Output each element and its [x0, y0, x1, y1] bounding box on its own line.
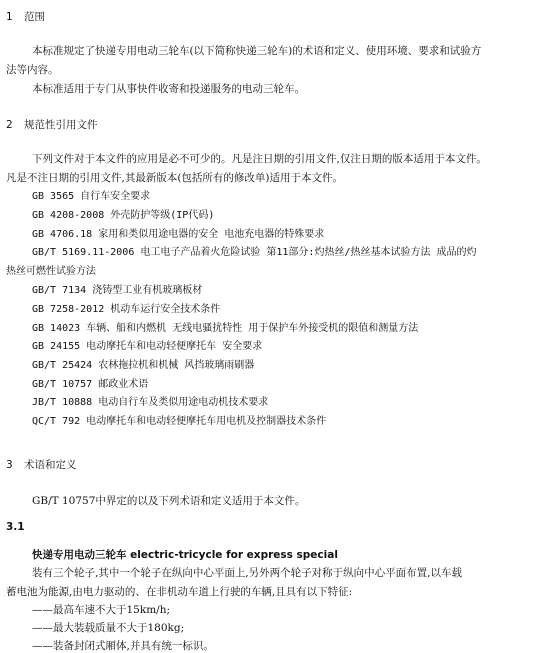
- reference-item: GB/T 5169.11-2006 电工电子产品着火危险试验 第11部分:灼热丝/热丝基本试验方法 成品的灼: [32, 247, 477, 258]
- reference-item: GB/T 10757 邮政业术语: [32, 379, 149, 390]
- feature-item: ——最大装载质量不大于180kg;: [32, 622, 185, 634]
- paragraph: 本标准适用于专门从事快件收寄和投递服务的电动三轮车。: [32, 83, 305, 95]
- reference-item: GB/T 25424 农林拖拉机和机械 风挡玻璃雨刷器: [32, 360, 255, 371]
- paragraph: GB/T 10757中界定的以及下列术语和定义适用于本文件。: [32, 495, 306, 507]
- definition: 装有三个轮子,其中一个轮子在纵向中心平面上,另外两个轮子对称于纵向中心平面布置,以车载: [32, 567, 463, 579]
- term-title: 快递专用电动三轮车 electric-tricycle for express special: [32, 549, 338, 561]
- section-number: 2: [6, 119, 13, 131]
- reference-item: GB 14023 车辆、船和内燃机 无线电骚扰特性 用于保护车外接受机的限值和测量方法: [32, 323, 419, 334]
- reference-item: GB 7258-2012 机动车运行安全技术条件: [32, 304, 221, 315]
- paragraph: 下列文件对于本文件的应用是必不可少的。凡是注日期的引用文件,仅注日期的版本适用于本文件。: [32, 153, 487, 165]
- section-3-heading: [6, 458, 77, 472]
- reference-item: QC/T 792 电动摩托车和电动轻便摩托车用电机及控制器技术条件: [32, 416, 327, 427]
- section-1-heading: [6, 10, 45, 24]
- section-title: 术语和定义: [24, 459, 77, 471]
- section-title: 规范性引用文件: [24, 119, 98, 131]
- reference-item: GB 4706.18 家用和类似用途电器的安全 电池充电器的特殊要求: [32, 229, 325, 240]
- paragraph: 法等内容。: [6, 64, 59, 76]
- section-number: 1: [6, 11, 13, 23]
- section-title: 范围: [24, 11, 45, 23]
- feature-item: ——最高车速不大于15km/h;: [32, 604, 171, 616]
- section-2-heading: [6, 118, 98, 132]
- reference-item: GB/T 7134 浇铸型工业有机玻璃板材: [32, 285, 203, 296]
- subsection-number: 3.1: [6, 521, 25, 533]
- reference-item: GB 3565 自行车安全要求: [32, 191, 151, 202]
- paragraph: 凡是不注日期的引用文件,其最新版本(包括所有的修改单)适用于本文件。: [6, 172, 344, 184]
- feature-item: ——装备封闭式厢体,并具有统一标识。: [32, 640, 214, 652]
- reference-item-continuation: 热丝可燃性试验方法: [6, 266, 96, 277]
- section-number: 3: [6, 459, 13, 471]
- definition: 蓄电池为能源,由电力驱动的、在非机动车道上行驶的车辆,且具有以下特征:: [6, 586, 353, 598]
- reference-item: GB 24155 电动摩托车和电动轻便摩托车 安全要求: [32, 341, 263, 352]
- paragraph: 本标准规定了快递专用电动三轮车(以下简称快递三轮车)的术语和定义、使用环境、要求和试验方: [32, 45, 482, 57]
- reference-item: JB/T 10888 电动自行车及类似用途电动机技术要求: [32, 397, 269, 408]
- reference-item: GB 4208-2008 外壳防护等级(IP代码): [32, 210, 215, 221]
